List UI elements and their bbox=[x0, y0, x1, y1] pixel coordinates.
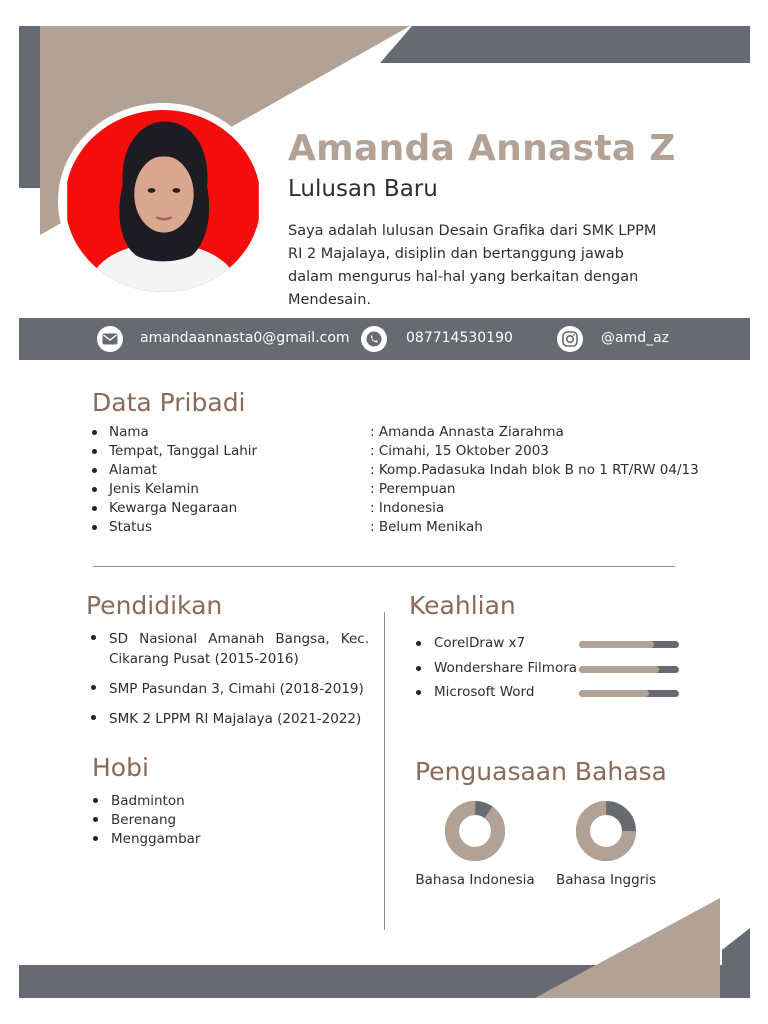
personal-key: Alamat bbox=[109, 462, 157, 478]
skill-level-fill bbox=[579, 666, 659, 673]
hobby-heading: Hobi bbox=[92, 753, 149, 782]
personal-row bbox=[92, 481, 712, 500]
personal-data-heading: Data Pribadi bbox=[92, 388, 246, 417]
education-item: SMP Pasundan 3, Cimahi (2018-2019) bbox=[91, 679, 369, 699]
language-item bbox=[410, 800, 540, 888]
personal-row bbox=[92, 500, 712, 519]
personal-row bbox=[92, 443, 712, 462]
personal-value: : Perempuan bbox=[370, 481, 456, 497]
personal-key: Nama bbox=[109, 424, 149, 440]
personal-row bbox=[92, 424, 712, 443]
personal-data-list bbox=[92, 424, 712, 538]
phone-icon bbox=[361, 326, 387, 352]
language-label: Bahasa Indonesia bbox=[415, 872, 535, 888]
personal-key: Jenis Kelamin bbox=[109, 481, 199, 497]
personal-value: : Komp.Padasuka Indah blok B no 1 RT/RW 04/13 bbox=[370, 462, 699, 478]
skill-name: Wondershare Filmora bbox=[416, 660, 577, 676]
personal-row bbox=[92, 519, 712, 538]
personal-value: : Amanda Annasta Ziarahma bbox=[370, 424, 564, 440]
language-item bbox=[544, 800, 668, 888]
skill-name: Microsoft Word bbox=[416, 684, 534, 700]
instagram-icon bbox=[557, 326, 583, 352]
personal-value: : Cimahi, 15 Oktober 2003 bbox=[370, 443, 549, 459]
skill-level-bar bbox=[579, 690, 679, 697]
personal-value: : Indonesia bbox=[370, 500, 445, 516]
language-donut bbox=[575, 800, 637, 862]
language-level-arc bbox=[444, 800, 506, 862]
profile-photo-frame bbox=[58, 103, 268, 299]
instagram-link[interactable]: @amd_az bbox=[601, 330, 670, 346]
language-label: Bahasa Inggris bbox=[556, 872, 656, 888]
candidate-role: Lulusan Baru bbox=[288, 176, 438, 202]
skills-list bbox=[416, 635, 686, 709]
education-item: SMK 2 LPPM RI Majalaya (2021-2022) bbox=[91, 709, 369, 729]
email-link[interactable]: amandaannasta0@gmail.com bbox=[140, 330, 350, 346]
education-list bbox=[91, 629, 369, 729]
personal-row bbox=[92, 462, 712, 481]
skills-heading: Keahlian bbox=[409, 591, 516, 620]
section-divider bbox=[93, 566, 675, 567]
portrait-illustration bbox=[65, 110, 261, 292]
education-heading: Pendidikan bbox=[86, 591, 223, 620]
skill-level-bar bbox=[579, 666, 679, 673]
skill-level-bar bbox=[579, 641, 679, 648]
mail-icon bbox=[97, 326, 123, 352]
hobby-item: Menggambar bbox=[93, 830, 293, 849]
profile-summary: Saya adalah lulusan Desain Grafika dari SMK LPPM RI 2 Majalaya, disiplin dan bertanggung jawab dalam mengurus hal-hal yang berkaitan dengan Mendesain. bbox=[288, 223, 657, 308]
education-item: SD Nasional Amanah Bangsa, Kec. Cikarang Pusat (2015-2016) bbox=[91, 629, 369, 669]
phone-link[interactable]: 087714530190 bbox=[406, 330, 513, 346]
language-donut bbox=[444, 800, 506, 862]
skill-name: CorelDraw x7 bbox=[416, 635, 525, 651]
personal-value: : Belum Menikah bbox=[370, 519, 483, 535]
candidate-name: Amanda Annasta Z bbox=[288, 128, 676, 169]
profile-photo bbox=[65, 110, 261, 292]
skill-row bbox=[416, 684, 686, 709]
personal-key: Kewarga Negaraan bbox=[109, 500, 238, 516]
personal-key: Tempat, Tanggal Lahir bbox=[109, 443, 258, 459]
hobby-item: Berenang bbox=[93, 811, 293, 830]
hobby-list bbox=[93, 792, 293, 849]
language-heading: Penguasaan Bahasa bbox=[415, 757, 667, 786]
skill-row bbox=[416, 660, 686, 685]
hobby-item: Badminton bbox=[93, 792, 293, 811]
skill-level-fill bbox=[579, 641, 654, 648]
column-divider bbox=[384, 612, 385, 930]
personal-key: Status bbox=[109, 519, 153, 535]
contact-bar bbox=[19, 318, 750, 360]
skill-level-fill bbox=[579, 690, 649, 697]
skill-row bbox=[416, 635, 686, 660]
